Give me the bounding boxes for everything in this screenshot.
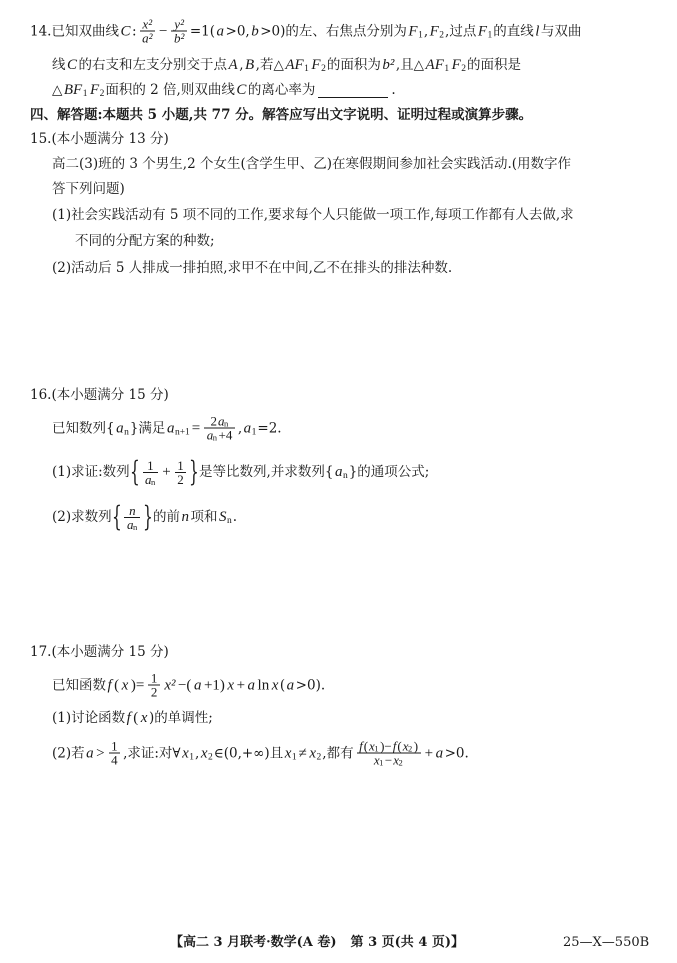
q17-text: ∈(0,+∞)且 (213, 745, 284, 761)
math-var: a (217, 413, 225, 429)
math-var: b² (382, 57, 395, 73)
q16-line-1 (52, 415, 282, 442)
q17-text: >0). (295, 677, 326, 693)
fraction-denominator (124, 517, 140, 531)
q14-text: 的面积为 (326, 57, 381, 73)
q17-part-2 (52, 740, 469, 767)
subscript: 1 (444, 64, 450, 74)
left-brace: { (111, 500, 122, 533)
q17-text: ( (279, 677, 286, 693)
subscript: n (212, 432, 218, 443)
subscript: n (132, 521, 138, 532)
right-brace: } (143, 500, 154, 533)
fraction (357, 740, 421, 767)
math-var: x (393, 752, 400, 768)
fraction-numerator (148, 672, 160, 685)
greater-than: > (96, 745, 105, 761)
math-var: l (535, 23, 540, 39)
math-var: C (236, 82, 247, 98)
math-symbol: )− (380, 738, 392, 754)
q17-text: 已知函数 (52, 677, 106, 693)
q16-part-2 (52, 500, 238, 533)
fraction (143, 459, 159, 486)
q15-part-1-cont (75, 232, 215, 250)
q14-text: 14.已知双曲线 (30, 23, 119, 39)
math-number: 1 (147, 457, 154, 473)
math-number: +4 (218, 427, 233, 443)
math-var: AF (425, 57, 444, 73)
math-var: b (251, 23, 259, 39)
q14-text: 的直线 (493, 23, 534, 39)
subscript: 2 (461, 64, 467, 74)
q14-line-3 (52, 81, 396, 99)
subscript: 1 (82, 89, 88, 99)
fraction-denominator (175, 472, 187, 486)
paren: ( (363, 738, 369, 754)
not-equal-sign: ≠ (298, 745, 307, 761)
q17-text: , (195, 745, 200, 761)
q14-text: =1( (189, 23, 216, 39)
subscript: 2 (207, 752, 213, 762)
q14-text: 面积的 2 倍,则双曲线 (105, 82, 235, 98)
subscript: 2 (321, 64, 326, 74)
fraction-numerator (143, 459, 159, 472)
minus-sign: − (158, 23, 168, 39)
math-var: F (408, 23, 418, 39)
fraction (109, 740, 121, 767)
q15-text: (1)社会实践活动有 5 项不同的工作,要求每个人只能做一项工作,每项工作都有人去做,求 (52, 207, 574, 223)
section-heading (30, 106, 532, 124)
q16-part-1 (52, 455, 430, 488)
q14-text: 与双曲 (540, 23, 582, 39)
q16-text: 是等比数列,并求数列{ (199, 464, 334, 480)
math-var: y² (174, 16, 184, 32)
math-var: A (228, 57, 238, 73)
q14-text: ,过点 (445, 23, 477, 39)
math-var: a (435, 745, 444, 761)
right-brace: } (189, 455, 200, 488)
fraction-denominator (143, 472, 159, 486)
math-var: a² (142, 30, 153, 46)
math-var: AF (285, 57, 304, 73)
subscript: 2 (439, 30, 445, 40)
math-var: C (67, 57, 78, 73)
subscript: 2 (316, 752, 322, 762)
q16-text: }满足 (129, 420, 166, 436)
math-var: F (477, 23, 487, 39)
math-var: x (227, 677, 235, 693)
fraction-numerator (171, 18, 186, 31)
q16-text: 的前 (153, 509, 181, 525)
math-var: B (244, 57, 255, 73)
fraction (171, 18, 186, 45)
q16-text: =2. (257, 420, 282, 436)
paren: ) (413, 738, 419, 754)
q14-text: . (391, 82, 396, 98)
fraction-numerator (109, 740, 121, 753)
math-var: BF (63, 82, 83, 98)
math-number: 2 (177, 471, 184, 487)
q17-text: )的单调性; (148, 710, 213, 726)
math-var: x (284, 745, 292, 761)
math-var: f (359, 738, 363, 754)
subscript: 1 (379, 757, 384, 768)
q16-text: 项和 (190, 509, 218, 525)
fraction-denominator (171, 31, 186, 45)
subscript: 1 (189, 752, 195, 762)
q15-text: 高二(3)班的 3 个男生,2 个女生(含学生甲、乙)在寒假期间参加社会实践活动.(用数字作 (52, 156, 572, 172)
q17-text: ,求证:对∀ (123, 745, 181, 761)
math-number: 1 (111, 738, 118, 754)
math-var: x (140, 710, 148, 726)
q17-title (30, 643, 169, 661)
math-var: x (369, 738, 375, 754)
section-heading-text: 四、解答题:本题共 5 小题,共 77 分。解答应写出文字说明、证明过程或演算步骤。 (30, 107, 533, 123)
q16-text: 已知数列{ (52, 420, 115, 436)
math-number: 1 (150, 670, 158, 686)
paren: ( (114, 677, 120, 693)
q17-part-1 (52, 709, 213, 727)
q14-text: ,若△ (255, 57, 284, 73)
math-var: x (121, 677, 129, 693)
math-var: f (126, 710, 131, 726)
math-var: a (166, 420, 175, 436)
q14-text: : (132, 23, 137, 39)
math-var: a (116, 420, 124, 436)
q14-text: >0)的左、右焦点分别为 (260, 23, 407, 39)
q15-text: (2)活动后 5 人排成一排拍照,求甲不在中间,乙不在排头的排法种数. (52, 260, 453, 276)
fraction-numerator (204, 415, 235, 428)
triangle-symbol: △ (52, 82, 63, 98)
math-var: x (402, 738, 409, 754)
math-var: F (451, 57, 461, 73)
math-number: 1 (177, 457, 184, 473)
fraction-numerator (124, 504, 140, 517)
left-brace: { (129, 455, 140, 488)
math-var: f (107, 677, 112, 693)
subscript: n+1 (174, 427, 190, 437)
math-var: a (193, 677, 202, 693)
math-var: C (120, 23, 131, 39)
q15-title-text: 15.(本小题满分 13 分) (30, 131, 169, 147)
q16-text: . (232, 509, 238, 525)
math-number: 2 (210, 413, 217, 429)
fraction (124, 504, 140, 531)
q16-text: , (237, 420, 243, 436)
subscript: 2 (99, 89, 105, 99)
math-number: 2 (150, 684, 158, 700)
q15-part-2 (52, 259, 452, 277)
q17-line-1 (52, 672, 325, 699)
fraction (148, 672, 160, 699)
q15-line-1 (52, 155, 571, 173)
footer-exam-name: 【高二 3 月联考·数学(A 卷) (170, 935, 337, 950)
q15-part-1 (52, 206, 574, 224)
math-symbol: +1) (203, 677, 225, 693)
footer-code (563, 934, 649, 952)
q14-text: 的离心率为 (247, 82, 316, 98)
q16-text: (2)求数列 (52, 509, 112, 525)
math-number: 4 (111, 752, 118, 768)
subscript: 2 (408, 743, 413, 754)
q15-text: 答下列问题) (52, 181, 125, 197)
math-var: x (309, 745, 317, 761)
subscript: n (223, 418, 229, 429)
q15-text: 不同的分配方案的种数; (75, 233, 215, 249)
paren: ( (397, 738, 402, 754)
fraction-numerator (357, 740, 421, 753)
math-var: a (286, 677, 295, 693)
subscript: n (342, 471, 348, 481)
q14-text: 线 (52, 57, 66, 73)
math-var: a (243, 420, 252, 436)
q17-text: (2)若 (52, 745, 85, 761)
equals-sign: = (191, 420, 201, 436)
fraction-denominator (140, 31, 155, 45)
subscript: n (151, 476, 156, 487)
q14-line-1 (30, 18, 581, 45)
fraction-denominator (148, 685, 160, 699)
footer-page-number: 第 3 页(共 4 页)】 (350, 935, 465, 950)
ln-function: ln (257, 677, 270, 693)
math-var: x (182, 745, 189, 761)
plus-sign: + (162, 464, 171, 480)
q14-text: , (239, 57, 244, 73)
math-var: x (200, 745, 208, 761)
q14-text: >0, (225, 23, 250, 39)
subscript: 1 (374, 743, 379, 754)
math-var: a (216, 23, 225, 39)
answer-blank (318, 83, 388, 98)
math-var: n (129, 502, 136, 518)
subscript: 1 (304, 64, 309, 74)
q15-title (30, 130, 169, 148)
math-var: x (271, 677, 279, 693)
fraction-denominator (204, 428, 235, 442)
math-var: x² (142, 16, 153, 32)
fraction-denominator (109, 753, 121, 767)
q15-line-2 (52, 180, 125, 198)
math-var: F (311, 57, 321, 73)
math-var: a (334, 464, 343, 480)
math-var: F (429, 23, 439, 39)
q17-text: >0. (444, 745, 469, 761)
math-var: a (145, 471, 152, 487)
footer-code-text: 25—X—550B (563, 935, 650, 950)
math-var: a (86, 745, 94, 761)
subscript: 2 (398, 757, 403, 768)
q14-text: 的右支和左支分别交于点 (78, 57, 228, 73)
minus-sign: − (384, 752, 393, 768)
math-symbol: −( (177, 677, 192, 693)
plus-sign: + (424, 745, 434, 761)
plus-sign: + (236, 677, 246, 693)
q16-title (30, 386, 169, 404)
q17-text: (1)讨论函数 (52, 710, 126, 726)
math-var: a (247, 677, 256, 693)
q14-line-2 (52, 56, 521, 74)
math-var: F (89, 82, 100, 98)
subscript: n (227, 516, 232, 526)
q14-text: , (423, 23, 429, 39)
math-var: S (219, 509, 227, 525)
q16-text: }的通项公式; (348, 464, 430, 480)
q14-text: 的面积是 (467, 57, 522, 73)
footer-title (170, 934, 464, 952)
subscript: n (124, 427, 129, 437)
math-var: x (373, 752, 380, 768)
fraction-numerator (175, 459, 187, 472)
math-var: a (206, 427, 214, 443)
math-var: n (181, 509, 190, 525)
subscript: 1 (291, 752, 297, 762)
subscript: 1 (487, 30, 493, 40)
subscript: 1 (251, 427, 257, 437)
subscript: 1 (418, 30, 423, 40)
q17-title-text: 17.(本小题满分 15 分) (30, 644, 169, 660)
q16-text: (1)求证:数列 (52, 464, 130, 480)
math-symbol: )= (130, 677, 145, 693)
fraction (140, 18, 155, 45)
fraction (204, 415, 235, 442)
math-var: b² (173, 30, 185, 46)
q16-title-text: 16.(本小题满分 15 分) (30, 387, 169, 403)
math-var: f (392, 738, 397, 754)
q17-text: ,都有 (322, 745, 354, 761)
fraction-numerator (140, 18, 155, 31)
fraction (175, 459, 187, 486)
math-var: x² (164, 677, 176, 693)
paren: ( (133, 710, 139, 726)
q14-text: ,且△ (395, 57, 425, 73)
math-var: a (126, 516, 134, 532)
